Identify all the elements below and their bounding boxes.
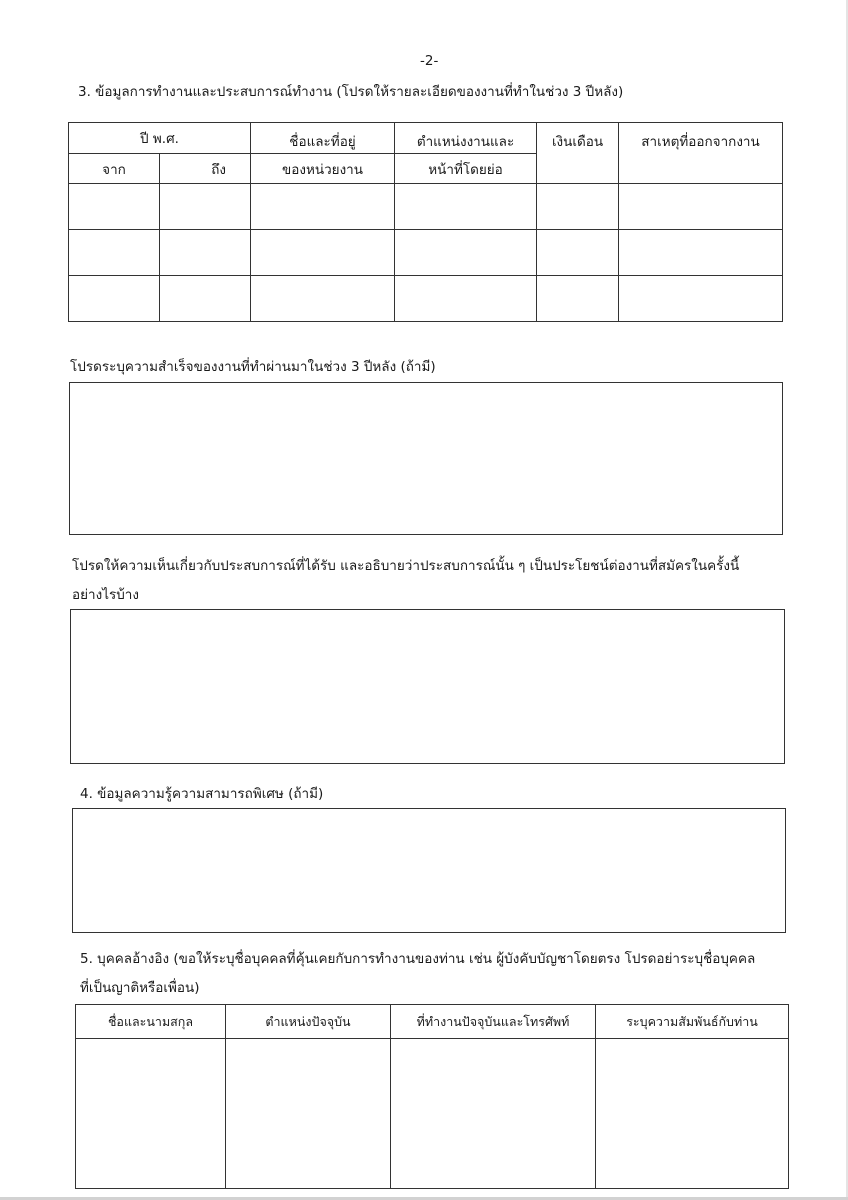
year-header: ปี พ.ศ. xyxy=(69,123,251,154)
section5-heading-line-1: 5. บุคคลอ้างอิง (ขอให้ระบุชื่อบุคคลที่คุ้นเคยกับการทำงานของท่าน เช่น ผู้บังคับบัญชาโดยตรง โปรดอย่าระบุชื่อบุคคล xyxy=(80,951,756,967)
org-name-header-2: ของหน่วยงาน xyxy=(251,154,395,184)
salary-cell[interactable] xyxy=(537,276,619,322)
ref-position-cell[interactable] xyxy=(226,1039,391,1189)
ref-relationship-cell[interactable] xyxy=(596,1039,789,1189)
to-header: ถึง xyxy=(160,154,251,184)
from-header: จาก xyxy=(69,154,160,184)
position-header-1: ตำแหน่งงานและ xyxy=(395,123,537,154)
table-row xyxy=(69,276,783,322)
reason-cell[interactable] xyxy=(619,184,783,230)
to-cell[interactable] xyxy=(160,184,251,230)
ref-workplace-header: ที่ทำงานปัจจุบันและโทรศัพท์ xyxy=(391,1005,596,1039)
opinion-prompt-line-2: อย่างไรบ้าง xyxy=(72,587,139,603)
work-history-header-row-1 xyxy=(69,123,783,154)
salary-cell[interactable] xyxy=(537,230,619,276)
ref-name-header: ชื่อและนามสกุล xyxy=(76,1005,226,1039)
org-cell[interactable] xyxy=(251,276,395,322)
achievement-answer-box[interactable] xyxy=(69,382,783,535)
table-row xyxy=(76,1039,789,1189)
to-cell[interactable] xyxy=(160,276,251,322)
salary-cell[interactable] xyxy=(537,184,619,230)
position-header-2: หน้าที่โดยย่อ xyxy=(395,154,537,184)
ref-name-cell[interactable] xyxy=(76,1039,226,1189)
section4-heading: 4. ข้อมูลความรู้ความสามารถพิเศษ (ถ้ามี) xyxy=(80,786,324,802)
org-name-header-1: ชื่อและที่อยู่ xyxy=(251,123,395,154)
reason-header: สาเหตุที่ออกจากงาน xyxy=(619,123,783,184)
achievement-prompt: โปรดระบุความสำเร็จของงานที่ทำผ่านมาในช่วง 3 ปีหลัง (ถ้ามี) xyxy=(70,359,436,375)
org-cell[interactable] xyxy=(251,230,395,276)
section3-heading: 3. ข้อมูลการทำงานและประสบการณ์ทำงาน (โปรดให้รายละเอียดของงานที่ทำในช่วง 3 ปีหลัง) xyxy=(78,84,624,100)
from-cell[interactable] xyxy=(69,184,160,230)
work-history-table xyxy=(68,122,783,322)
ref-workplace-cell[interactable] xyxy=(391,1039,596,1189)
opinion-answer-box[interactable] xyxy=(70,609,785,764)
opinion-prompt-line-1: โปรดให้ความเห็นเกี่ยวกับประสบการณ์ที่ได้รับ และอธิบายว่าประสบการณ์นั้น ๆ เป็นประโยชน์ต่องานที่สมัครในครั้งนี้ xyxy=(72,558,740,574)
ref-position-header: ตำแหน่งปัจจุบัน xyxy=(226,1005,391,1039)
references-table xyxy=(75,1004,789,1189)
page-number: -2- xyxy=(420,53,439,69)
references-header-row xyxy=(76,1005,789,1039)
position-cell[interactable] xyxy=(395,276,537,322)
position-cell[interactable] xyxy=(395,230,537,276)
from-cell[interactable] xyxy=(69,230,160,276)
reason-cell[interactable] xyxy=(619,230,783,276)
table-row xyxy=(69,230,783,276)
reason-cell[interactable] xyxy=(619,276,783,322)
special-skills-box[interactable] xyxy=(72,808,786,933)
from-cell[interactable] xyxy=(69,276,160,322)
salary-header: เงินเดือน xyxy=(537,123,619,184)
position-cell[interactable] xyxy=(395,184,537,230)
section5-heading-line-2: ที่เป็นญาติหรือเพื่อน) xyxy=(80,980,200,996)
to-cell[interactable] xyxy=(160,230,251,276)
table-row xyxy=(69,184,783,230)
ref-relationship-header: ระบุความสัมพันธ์กับท่าน xyxy=(596,1005,789,1039)
org-cell[interactable] xyxy=(251,184,395,230)
